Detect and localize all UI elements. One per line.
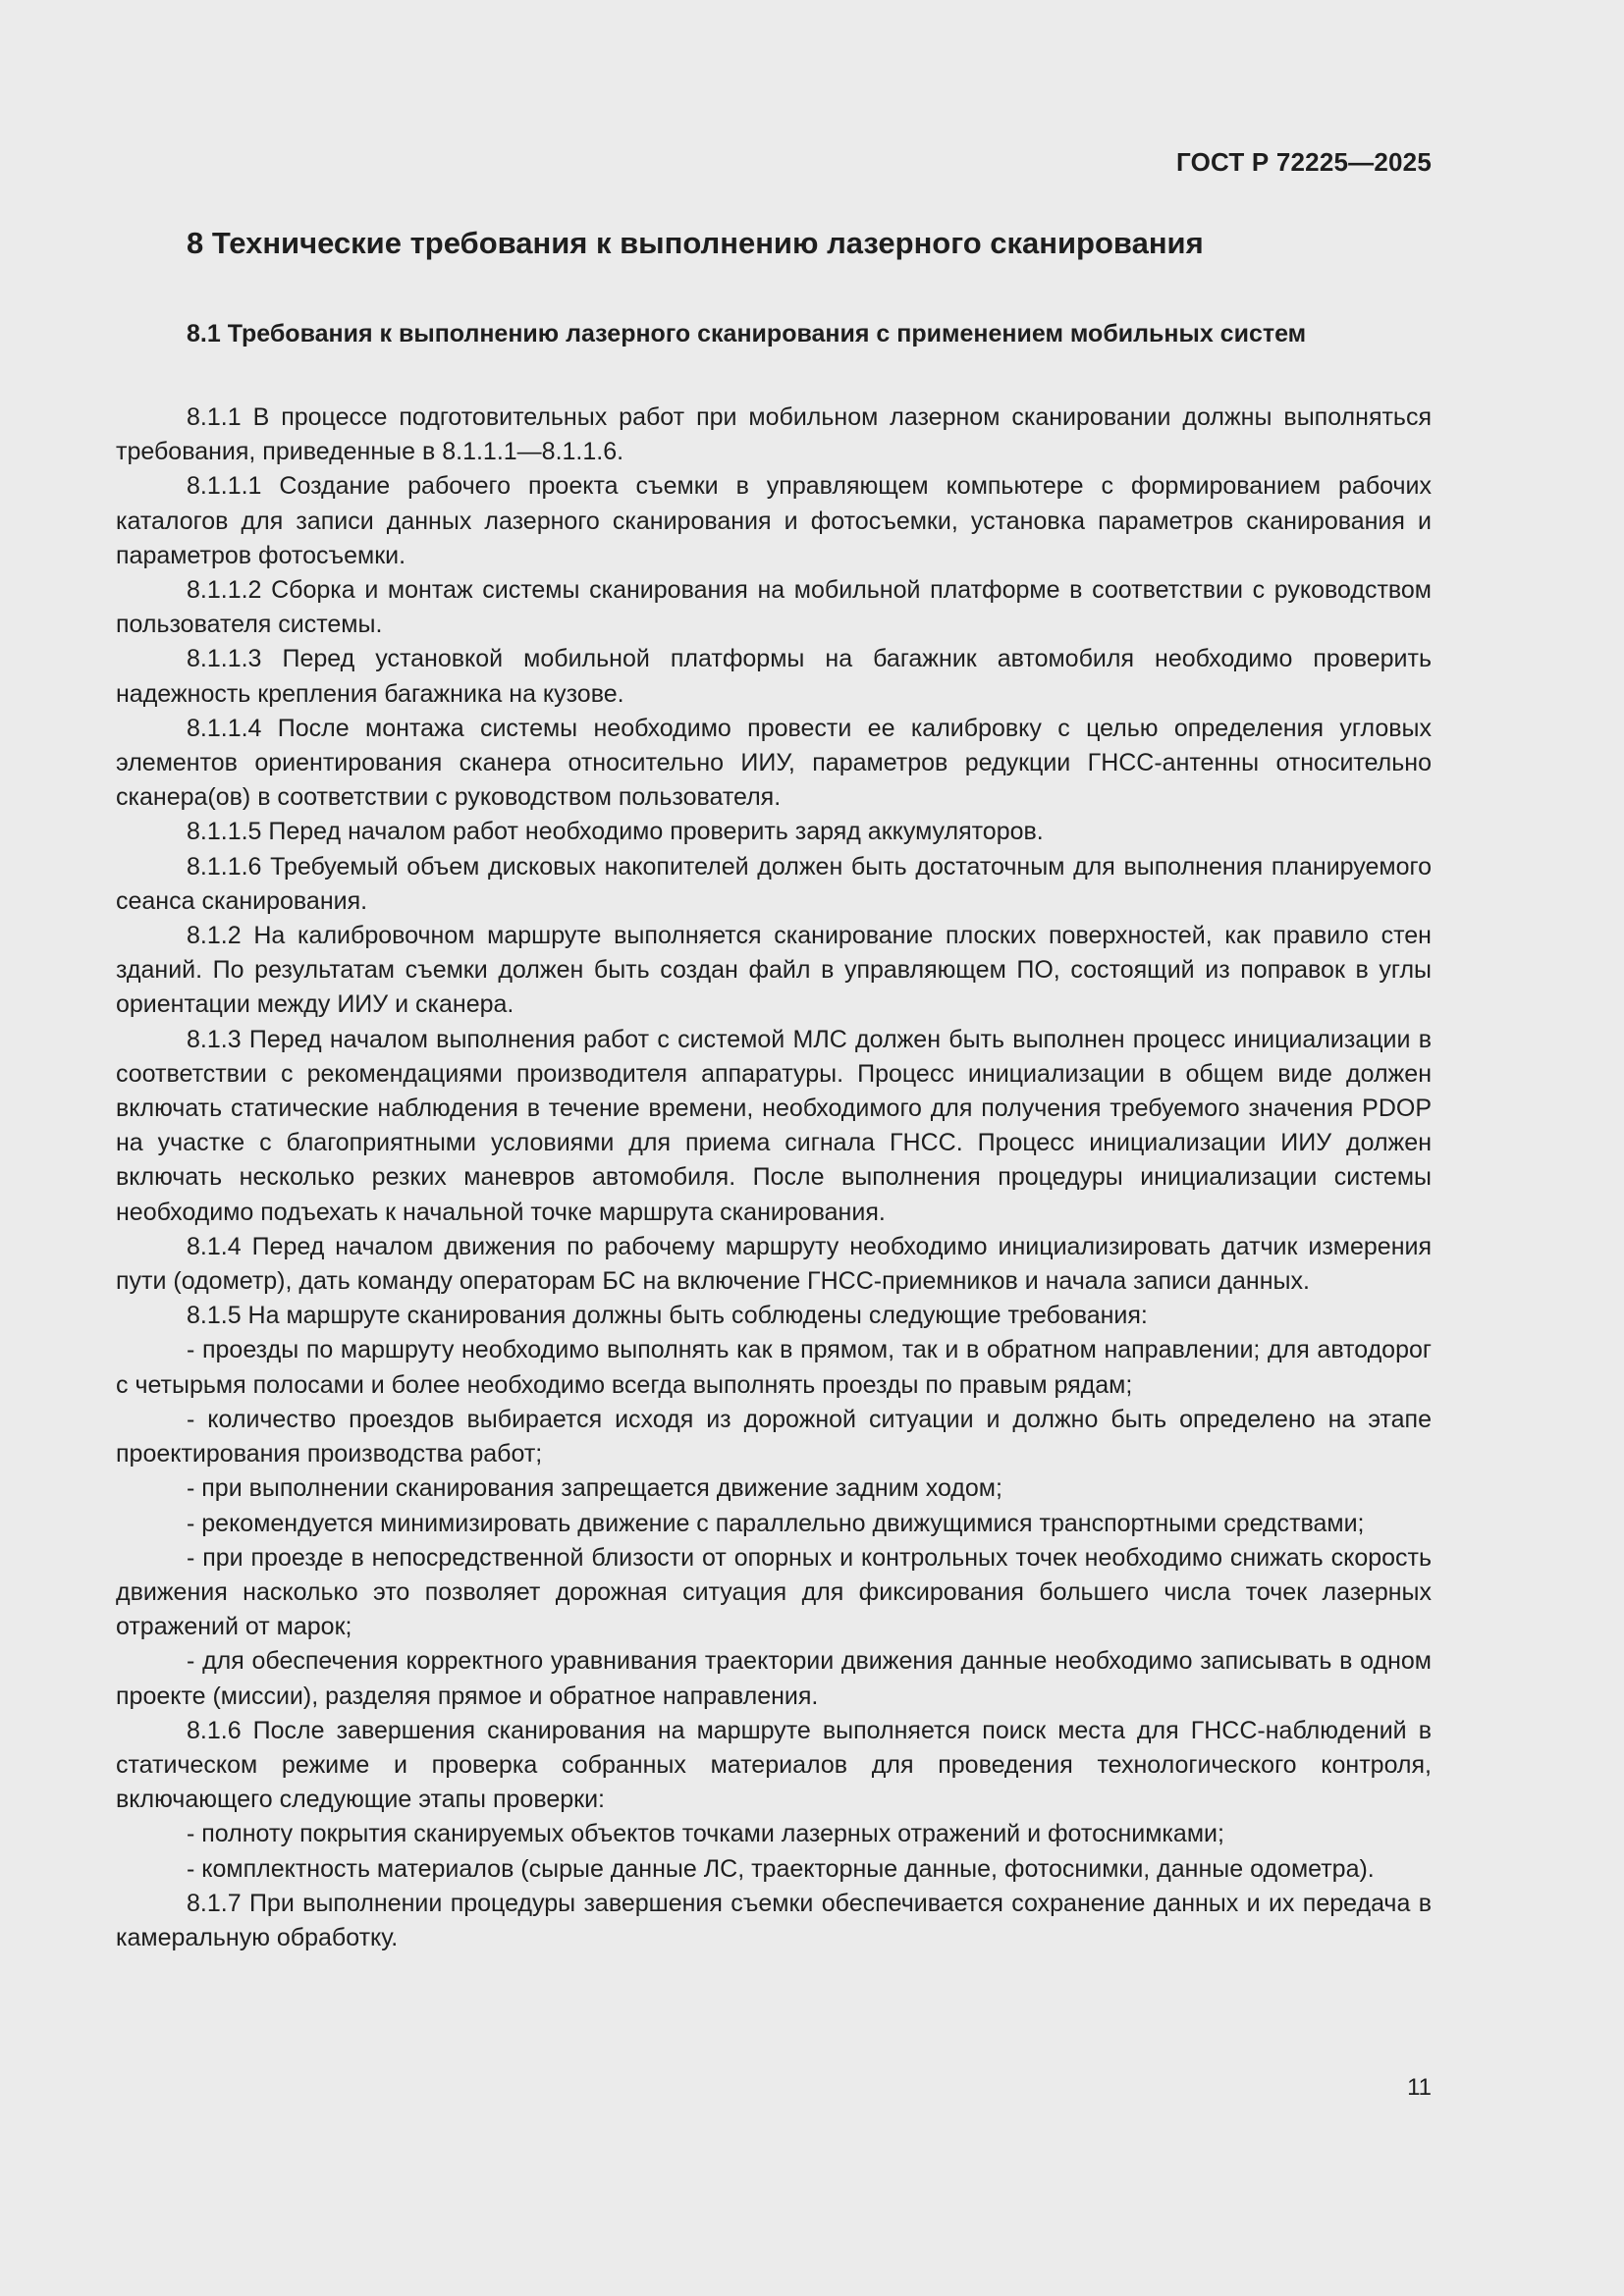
paragraph-8-1-1-4: 8.1.1.4 После монтажа системы необходимо провести ее калибровку с целью определения угловых элементов ориентирования сканера относительно ИИУ, параметров редукции ГНСС-антенны относительно сканера(ов) в соответствии с руководством пользователя. bbox=[116, 714, 1432, 812]
list-item: - для обеспечения корректного уравнивания траектории движения данные необходимо записывать в одном проекте (миссии), разделяя прямое и обратное направления. bbox=[116, 1647, 1432, 1710]
paragraph-8-1-6: 8.1.6 После завершения сканирования на маршруте выполняется поиск места для ГНСС-наблюдений в статическом режиме и проверка собранных материалов для проведения технологического контроля, включающего следующие этапы проверки: bbox=[116, 1716, 1432, 1814]
paragraph-8-1-1-5: 8.1.1.5 Перед началом работ необходимо проверить заряд аккумуляторов. bbox=[187, 818, 1044, 846]
list-item: - комплектность материалов (сырые данные ЛС, траекторные данные, фотоснимки, данные одометра). bbox=[187, 1854, 1375, 1883]
paragraph-8-1-5: 8.1.5 На маршруте сканирования должны быть соблюдены следующие требования: bbox=[187, 1302, 1148, 1330]
list-item: - полноту покрытия сканируемых объектов точками лазерных отражений и фотоснимками; bbox=[187, 1820, 1224, 1848]
paragraph-8-1-1: 8.1.1 В процессе подготовительных работ при мобильном лазерном сканировании должны выполняться требования, приведенные в 8.1.1.1—8.1.1.6. bbox=[116, 403, 1432, 466]
paragraph-8-1-1-2: 8.1.1.2 Сборка и монтаж системы сканирования на мобильной платформе в соответствии с руководством пользователя системы. bbox=[116, 576, 1432, 639]
list-item: - количество проездов выбирается исходя из дорожной ситуации и должно быть определено на этапе проектирования производства работ; bbox=[116, 1405, 1432, 1468]
section-heading: 8 Технические требования к выполнению лазерного сканирования bbox=[187, 226, 1204, 260]
list-item: - при выполнении сканирования запрещается движение задним ходом; bbox=[187, 1474, 1002, 1503]
body-text bbox=[116, 400, 1432, 1955]
list-item: - рекомендуется минимизировать движение с параллельно движущимися транспортными средствами; bbox=[187, 1509, 1365, 1537]
paragraph-8-1-4: 8.1.4 Перед началом движения по рабочему маршруту необходимо инициализировать датчик измерения пути (одометр), дать команду операторам БС на включение ГНСС-приемников и начала записи данных. bbox=[116, 1232, 1432, 1296]
list-item: - при проезде в непосредственной близости от опорных и контрольных точек необходимо снижать скорость движения насколько это позволяет дорожная ситуация для фиксирования большего числа точек лазерных отражений от марок; bbox=[116, 1543, 1432, 1641]
paragraph-8-1-1-3: 8.1.1.3 Перед установкой мобильной платформы на багажник автомобиля необходимо проверить надежность крепления багажника на кузове. bbox=[116, 645, 1432, 708]
paragraph-8-1-1-1: 8.1.1.1 Создание рабочего проекта съемки в управляющем компьютере с формированием рабочих каталогов для записи данных лазерного сканирования и фотосъемки, установка параметров сканирования и параметров фотосъемки. bbox=[116, 472, 1432, 569]
paragraph-8-1-7: 8.1.7 При выполнении процедуры завершения съемки обеспечивается сохранение данных и их передача в камеральную обработку. bbox=[116, 1889, 1432, 1951]
list-item: - проезды по маршруту необходимо выполнять как в прямом, так и в обратном направлении; для автодорог с четырьмя полосами и более необходимо всегда выполнять проезды по правым рядам; bbox=[116, 1336, 1432, 1399]
paragraph-8-1-2: 8.1.2 На калибровочном маршруте выполняется сканирование плоских поверхностей, как правило стен зданий. По результатам съемки должен быть создан файл в управляющем ПО, состоящий из поправок в углы ориентации между ИИУ и сканера. bbox=[116, 922, 1432, 1019]
standard-code-header: ГОСТ Р 72225—2025 bbox=[1176, 147, 1432, 177]
paragraph-8-1-3: 8.1.3 Перед началом выполнения работ с системой МЛС должен быть выполнен процесс инициализации в соответствии с рекомендациями производителя аппаратуры. Процесс инициализации в общем виде должен включать статические наблюдения в течение времени, необходимого для получения требуемого значения PDOP на участке с благоприятными условиями для приема сигнала ГНСС. Процесс инициализации ИИУ должен включать несколько резких маневров автомобиля. После выполнения процедуры инициализации системы необходимо подъехать к начальной точке маршрута сканирования. bbox=[116, 1025, 1432, 1226]
paragraph-8-1-1-6: 8.1.1.6 Требуемый объем дисковых накопителей должен быть достаточным для выполнения планируемого сеанса сканирования. bbox=[116, 852, 1432, 915]
subsection-heading: 8.1 Требования к выполнению лазерного сканирования с применением мобильных систем bbox=[187, 320, 1307, 347]
page-number: 11 bbox=[1407, 2074, 1432, 2101]
